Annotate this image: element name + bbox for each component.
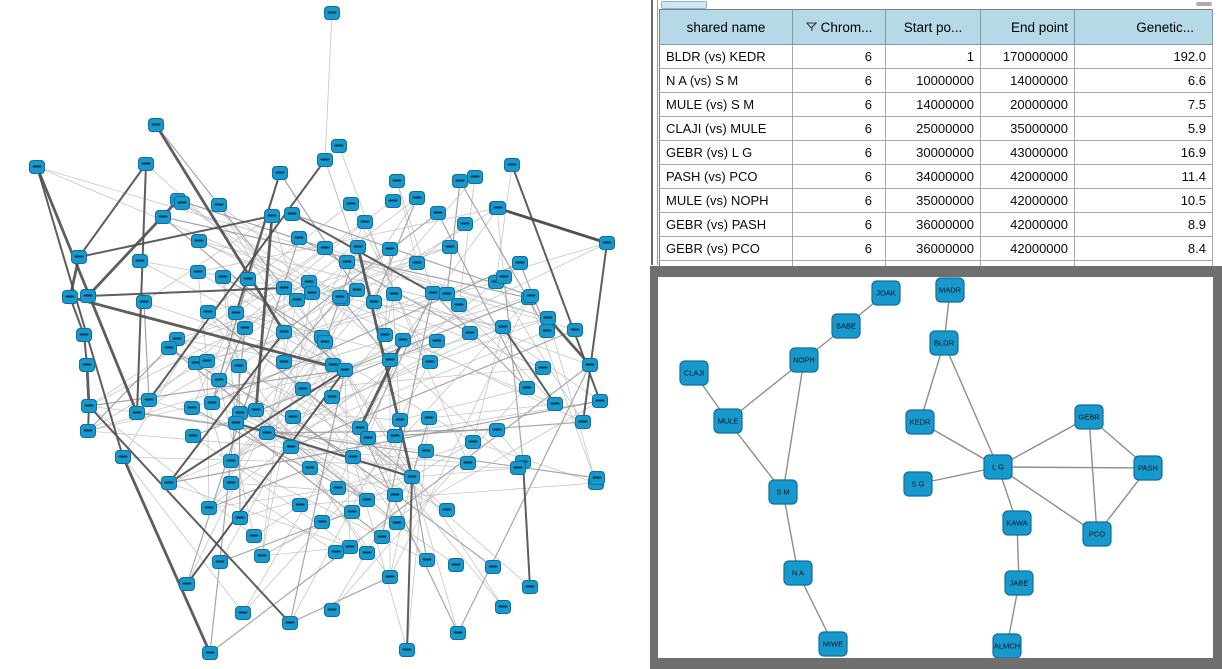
table-cell[interactable]: 6 — [793, 45, 886, 69]
table-cell[interactable]: 6 — [793, 93, 886, 117]
node-label: MULE — [717, 416, 739, 426]
network-edge — [504, 277, 523, 462]
network-node[interactable] — [229, 307, 244, 320]
table-scrollbar-thumb[interactable] — [1196, 2, 1212, 6]
network-node[interactable] — [443, 241, 458, 254]
network-node[interactable] — [162, 477, 177, 490]
table-row[interactable] — [660, 69, 1213, 93]
network-node-n-a[interactable] — [784, 561, 812, 585]
column-header-label: End point — [1010, 19, 1068, 35]
network-node[interactable] — [318, 154, 333, 167]
network-node[interactable] — [185, 402, 200, 415]
network-node[interactable] — [213, 556, 228, 569]
network-node[interactable] — [360, 494, 375, 507]
network-node[interactable] — [325, 604, 340, 617]
table-cell[interactable]: 25000000 — [886, 117, 981, 141]
network-node[interactable] — [277, 282, 292, 295]
network-edge — [207, 361, 209, 508]
network-node[interactable] — [229, 417, 244, 430]
network-node[interactable] — [260, 427, 275, 440]
network-node[interactable] — [576, 416, 591, 429]
network-node[interactable] — [284, 441, 299, 454]
network-node[interactable] — [440, 288, 455, 301]
network-node[interactable] — [205, 397, 220, 410]
network-edge — [529, 298, 596, 483]
network-node-l-g[interactable] — [984, 455, 1012, 479]
network-node-madr[interactable] — [936, 278, 964, 302]
panel-divider — [651, 0, 653, 265]
network-node[interactable] — [296, 383, 311, 396]
table-cell[interactable]: 6 — [793, 117, 886, 141]
column-header-1[interactable] — [660, 10, 793, 45]
detail-network-background — [658, 277, 1213, 658]
network-node[interactable] — [265, 210, 280, 223]
table-cell[interactable]: 192.0 — [1075, 45, 1213, 69]
node-label: L G — [992, 462, 1004, 472]
network-node[interactable] — [540, 325, 555, 338]
network-node[interactable] — [463, 327, 478, 340]
network-node[interactable] — [452, 299, 467, 312]
network-edge — [290, 577, 390, 623]
table-cell[interactable]: 42000000 — [981, 213, 1075, 237]
table-row[interactable] — [660, 165, 1213, 189]
network-node[interactable] — [383, 243, 398, 256]
table-cell[interactable]: 16.9 — [1075, 141, 1213, 165]
network-node[interactable] — [491, 202, 506, 215]
network-node[interactable] — [137, 296, 152, 309]
network-node-kawa[interactable] — [1003, 511, 1031, 535]
network-node[interactable] — [224, 455, 239, 468]
network-node[interactable] — [361, 432, 376, 445]
network-node[interactable] — [293, 499, 308, 512]
table-cell[interactable]: 10.5 — [1075, 189, 1213, 213]
network-node-s-g[interactable] — [904, 472, 932, 496]
network-node[interactable] — [80, 359, 95, 372]
table-cell[interactable]: MULE (vs) NOPH — [660, 189, 793, 213]
network-node[interactable] — [325, 391, 340, 404]
network-node[interactable] — [490, 424, 505, 437]
column-header-5[interactable] — [1075, 10, 1213, 45]
network-node[interactable] — [249, 404, 264, 417]
network-node[interactable] — [233, 512, 248, 525]
table-cell[interactable]: CLAJI (vs) MULE — [660, 117, 793, 141]
network-node[interactable] — [405, 471, 420, 484]
network-node[interactable] — [426, 287, 441, 300]
network-node[interactable] — [142, 394, 157, 407]
network-edge[interactable] — [944, 343, 998, 467]
table-row[interactable] — [660, 141, 1213, 165]
attribute-table-header — [660, 10, 1213, 45]
network-node[interactable] — [593, 395, 608, 408]
network-node[interactable] — [283, 617, 298, 630]
table-cell[interactable]: GEBR (vs) PCO — [660, 237, 793, 261]
node-label: KAWA — [1006, 518, 1028, 528]
network-node[interactable] — [524, 290, 539, 303]
network-edge[interactable] — [998, 467, 1148, 468]
network-node[interactable] — [162, 342, 177, 355]
network-node[interactable] — [273, 167, 288, 180]
network-node[interactable] — [340, 256, 355, 269]
network-node[interactable] — [600, 237, 615, 250]
detail-network-panel — [650, 266, 1222, 669]
network-node[interactable] — [388, 430, 403, 443]
network-node-pash[interactable] — [1134, 456, 1162, 480]
network-node[interactable] — [81, 425, 96, 438]
network-node[interactable] — [345, 506, 360, 519]
table-cell[interactable]: 35000000 — [981, 117, 1075, 141]
network-node[interactable] — [72, 251, 87, 264]
network-node[interactable] — [568, 324, 583, 337]
network-node[interactable] — [390, 175, 405, 188]
network-node[interactable] — [393, 414, 408, 427]
network-node[interactable] — [201, 306, 216, 319]
network-node[interactable] — [350, 284, 365, 297]
network-node[interactable] — [203, 647, 218, 660]
network-node[interactable] — [511, 462, 526, 475]
table-row[interactable] — [660, 93, 1213, 117]
network-node[interactable] — [410, 257, 425, 270]
node-label: N A — [791, 568, 805, 578]
network-node[interactable] — [331, 482, 346, 495]
node-label: NOPH — [793, 355, 815, 365]
node-label: ALMCH — [993, 641, 1021, 651]
network-node[interactable] — [346, 451, 361, 464]
network-node[interactable] — [536, 362, 551, 375]
network-node[interactable] — [236, 607, 251, 620]
network-node[interactable] — [156, 211, 171, 224]
network-node[interactable] — [303, 462, 318, 475]
network-edge — [394, 294, 590, 365]
table-cell[interactable]: 6 — [793, 189, 886, 213]
panel-divider-inner — [657, 0, 658, 265]
network-node[interactable] — [505, 159, 520, 172]
network-node[interactable] — [513, 257, 528, 270]
network-node[interactable] — [523, 581, 538, 594]
network-node[interactable] — [378, 329, 393, 342]
network-node[interactable] — [496, 601, 511, 614]
column-header-label: Chrom... — [820, 19, 873, 35]
network-node[interactable] — [358, 216, 373, 229]
network-node[interactable] — [390, 517, 405, 530]
network-node[interactable] — [82, 400, 97, 413]
table-cell[interactable]: 43000000 — [981, 141, 1075, 165]
network-edge — [345, 243, 607, 370]
network-edge — [209, 282, 496, 508]
node-label: KEDR — [909, 417, 931, 427]
network-node[interactable] — [212, 374, 227, 387]
network-node[interactable] — [318, 336, 333, 349]
network-node[interactable] — [325, 7, 340, 20]
network-node[interactable] — [212, 199, 227, 212]
network-node[interactable] — [329, 546, 344, 559]
network-edge — [223, 277, 236, 423]
network-edge — [325, 13, 332, 160]
network-node[interactable] — [149, 119, 164, 132]
network-node[interactable] — [383, 354, 398, 367]
table-cell[interactable]: 6 — [793, 141, 886, 165]
network-node-noph[interactable] — [790, 348, 818, 372]
network-node[interactable] — [318, 242, 333, 255]
network-node[interactable] — [351, 241, 366, 254]
network-node[interactable] — [440, 504, 455, 517]
node-label: SABE — [835, 321, 857, 331]
network-node[interactable] — [77, 329, 92, 342]
network-node[interactable] — [133, 255, 148, 268]
network-node[interactable] — [420, 554, 435, 567]
column-header-label: shared name — [686, 19, 766, 35]
network-edge[interactable] — [783, 360, 804, 492]
network-edge — [412, 477, 458, 633]
table-cell[interactable]: GEBR (vs) PASH — [660, 213, 793, 237]
network-node[interactable] — [130, 407, 145, 420]
node-label: JOAK — [876, 288, 896, 298]
network-node[interactable] — [338, 364, 353, 377]
network-node[interactable] — [468, 171, 483, 184]
node-label: MADR — [938, 285, 962, 295]
network-node[interactable] — [116, 451, 131, 464]
network-node[interactable] — [216, 271, 231, 284]
table-cell[interactable]: 8.9 — [1075, 213, 1213, 237]
table-cell[interactable]: 11.4 — [1075, 165, 1213, 189]
table-cell[interactable]: 10000000 — [886, 69, 981, 93]
network-node[interactable] — [305, 287, 320, 300]
table-cell[interactable]: 8.4 — [1075, 237, 1213, 261]
network-node[interactable] — [63, 291, 78, 304]
table-row[interactable] — [660, 189, 1213, 213]
network-node[interactable] — [285, 208, 300, 221]
table-cell[interactable]: 1 — [886, 45, 981, 69]
network-node[interactable] — [590, 472, 605, 485]
node-label: S M — [776, 487, 790, 497]
network-node[interactable] — [200, 355, 215, 368]
network-node[interactable] — [277, 356, 292, 369]
network-node[interactable] — [192, 235, 207, 248]
network-node-claji[interactable] — [680, 361, 708, 385]
table-cell[interactable]: 14000000 — [981, 69, 1075, 93]
network-node[interactable] — [396, 334, 411, 347]
node-label: PCO — [1088, 529, 1106, 539]
column-header-2[interactable] — [793, 10, 886, 45]
network-node[interactable] — [191, 266, 206, 279]
network-node[interactable] — [548, 398, 563, 411]
node-label: CLAJI — [683, 368, 705, 378]
network-node-jabe[interactable] — [1005, 571, 1033, 595]
network-node[interactable] — [383, 571, 398, 584]
detail-network-canvas[interactable] — [658, 277, 1213, 658]
network-node[interactable] — [386, 195, 401, 208]
network-edge-thick — [523, 462, 530, 587]
network-node[interactable] — [332, 140, 347, 153]
table-cell[interactable]: 6.6 — [1075, 69, 1213, 93]
network-node[interactable] — [180, 578, 195, 591]
table-cell[interactable]: 42000000 — [981, 237, 1075, 261]
network-node[interactable] — [496, 321, 511, 334]
table-cell[interactable]: N A (vs) S M — [660, 69, 793, 93]
node-label: PASH — [1138, 463, 1158, 473]
network-node[interactable] — [343, 541, 358, 554]
network-node-mule[interactable] — [714, 409, 742, 433]
network-node[interactable] — [410, 192, 425, 205]
network-node-gebr[interactable] — [1075, 405, 1103, 429]
table-row[interactable] — [660, 213, 1213, 237]
table-cell[interactable]: 42000000 — [981, 189, 1075, 213]
network-node[interactable] — [367, 296, 382, 309]
table-cell[interactable]: 6 — [793, 69, 886, 93]
network-node[interactable] — [238, 322, 253, 335]
network-node[interactable] — [241, 273, 256, 286]
filter-icon — [806, 22, 817, 33]
network-node[interactable] — [315, 516, 330, 529]
table-cell[interactable]: MULE (vs) S M — [660, 93, 793, 117]
network-node[interactable] — [375, 531, 390, 544]
network-node[interactable] — [344, 198, 359, 211]
table-cell[interactable]: 42000000 — [981, 165, 1075, 189]
column-header-3[interactable] — [886, 10, 981, 45]
network-node[interactable] — [247, 530, 262, 543]
network-node[interactable] — [458, 218, 473, 231]
network-node[interactable] — [419, 445, 434, 458]
network-node-almch[interactable] — [993, 634, 1021, 658]
network-node[interactable] — [290, 294, 305, 307]
network-edge[interactable] — [1089, 417, 1097, 534]
network-node[interactable] — [466, 436, 481, 449]
network-edge — [400, 388, 527, 420]
table-cell[interactable]: 14000000 — [886, 93, 981, 117]
table-cell[interactable]: 30000000 — [886, 141, 981, 165]
network-node-kedr[interactable] — [906, 410, 934, 434]
table-row[interactable] — [660, 45, 1213, 69]
network-node[interactable] — [202, 502, 217, 515]
network-node-miwe[interactable] — [819, 632, 847, 656]
node-label: S G — [911, 479, 925, 489]
network-edge-thick — [498, 208, 607, 243]
network-node-bldr[interactable] — [930, 331, 958, 355]
network-node[interactable] — [520, 382, 535, 395]
network-node-pco[interactable] — [1083, 522, 1111, 546]
column-header-label: Start po... — [903, 19, 963, 35]
table-cell[interactable]: BLDR (vs) KEDR — [660, 45, 793, 69]
node-label: BLDR — [933, 338, 955, 348]
network-edge — [240, 413, 412, 477]
network-node[interactable] — [400, 644, 415, 657]
table-cell[interactable]: 5.9 — [1075, 117, 1213, 141]
network-node[interactable] — [286, 411, 301, 424]
network-node[interactable] — [422, 412, 437, 425]
network-node[interactable] — [387, 288, 402, 301]
table-cell[interactable]: 6 — [793, 237, 886, 261]
network-node[interactable] — [388, 489, 403, 502]
table-cell[interactable]: PASH (vs) PCO — [660, 165, 793, 189]
table-cell[interactable]: 6 — [793, 213, 886, 237]
node-label: GEBR — [1078, 412, 1100, 422]
network-node-s-m[interactable] — [769, 480, 797, 504]
table-cell[interactable]: 170000000 — [981, 45, 1075, 69]
table-cell[interactable]: 6 — [793, 165, 886, 189]
network-node[interactable] — [360, 547, 375, 560]
network-node[interactable] — [81, 290, 96, 303]
network-node[interactable] — [292, 232, 307, 245]
network-node[interactable] — [423, 356, 438, 369]
table-cell[interactable]: 35000000 — [886, 189, 981, 213]
table-cell[interactable]: 34000000 — [886, 165, 981, 189]
network-node[interactable] — [30, 161, 45, 174]
network-node[interactable] — [255, 550, 270, 563]
network-node[interactable] — [451, 627, 466, 640]
network-node[interactable] — [430, 335, 445, 348]
network-node[interactable] — [277, 326, 292, 339]
table-cell[interactable]: 36000000 — [886, 237, 981, 261]
attribute-table — [659, 9, 1213, 287]
network-node[interactable] — [232, 360, 247, 373]
network-node[interactable] — [497, 271, 512, 284]
table-row[interactable] — [660, 237, 1213, 261]
network-node[interactable] — [186, 430, 201, 443]
network-node[interactable] — [139, 158, 154, 171]
table-cell[interactable]: 36000000 — [886, 213, 981, 237]
network-node[interactable] — [453, 175, 468, 188]
network-edge-thick — [37, 167, 123, 457]
network-node-sabe[interactable] — [832, 314, 860, 338]
network-node[interactable] — [431, 207, 446, 220]
table-tab-fragment — [661, 1, 707, 9]
column-header-4[interactable] — [981, 10, 1075, 45]
network-node[interactable] — [333, 291, 348, 304]
network-node[interactable] — [486, 561, 501, 574]
node-label: MIWE — [822, 639, 844, 649]
network-node[interactable] — [175, 197, 190, 210]
table-cell[interactable]: 7.5 — [1075, 93, 1213, 117]
table-row[interactable] — [660, 117, 1213, 141]
network-node[interactable] — [583, 359, 598, 372]
network-node-joak[interactable] — [872, 281, 900, 305]
network-node[interactable] — [224, 477, 239, 490]
column-header-label: Genetic... — [1136, 19, 1194, 35]
node-label: JABE — [1009, 578, 1029, 588]
table-cell[interactable]: 20000000 — [981, 93, 1075, 117]
network-node[interactable] — [449, 559, 464, 572]
table-cell[interactable]: GEBR (vs) L G — [660, 141, 793, 165]
network-node[interactable] — [541, 312, 556, 325]
network-node[interactable] — [461, 457, 476, 470]
